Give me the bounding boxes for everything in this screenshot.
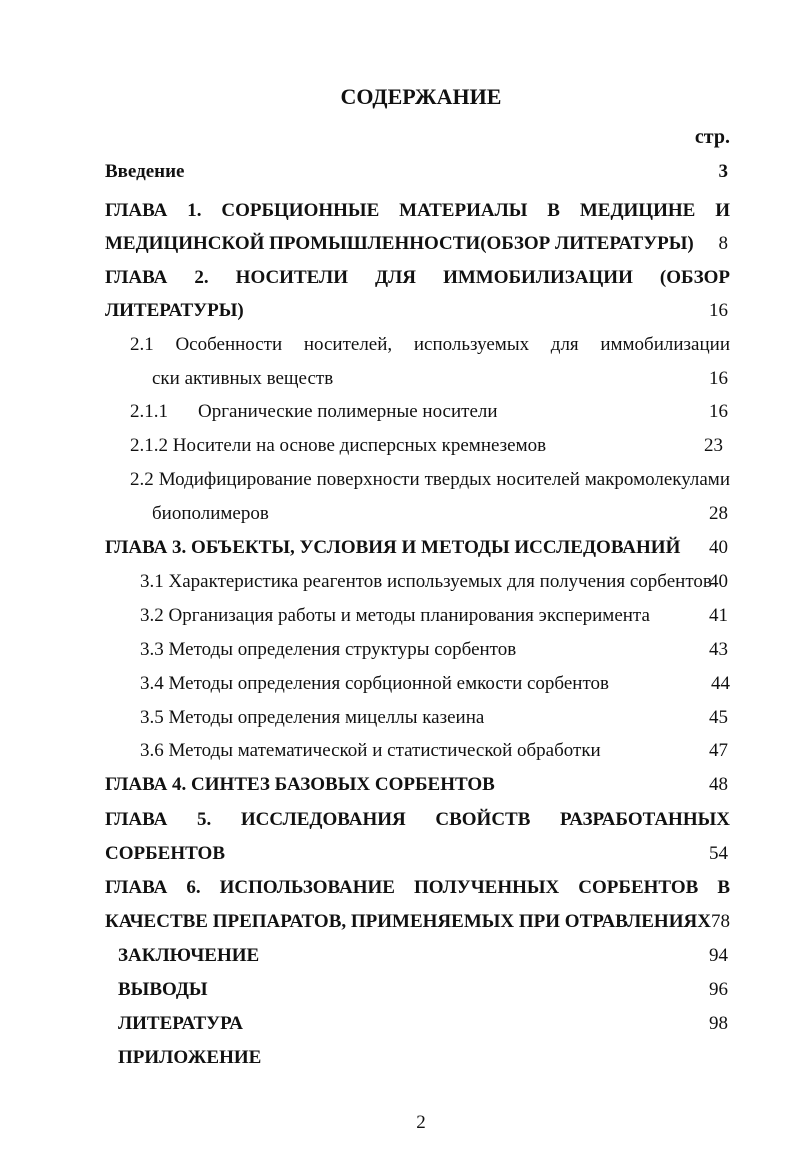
entry-page: 44 [711,673,730,694]
toc-entry-3-6[interactable] [140,738,730,764]
entry-page: 48 [709,774,728,795]
entry-page: 96 [709,979,728,1000]
entry-text: СОРБЕНТОВ [105,843,225,864]
toc-entry-2-1[interactable]: 2.1 Особенности носителей, используемых для иммобилизации [130,334,730,355]
toc-entry-2-1-2[interactable] [130,433,730,459]
toc-entry-3-2[interactable] [140,603,730,629]
entry-text: 3.2 Организация работы и методы планирования эксперимента [140,605,650,626]
toc-entry-findings[interactable] [118,977,730,1003]
toc-entry-3-3[interactable] [140,637,730,663]
entry-text: ГЛАВА 3. ОБЪЕКТЫ, УСЛОВИЯ И МЕТОДЫ ИССЛЕДОВАНИЙ [105,537,681,558]
toc-entry-chapter-4[interactable] [105,772,730,798]
entry-text: КАЧЕСТВЕ ПРЕПАРАТОВ, ПРИМЕНЯЕМЫХ ПРИ ОТРАВЛЕНИЯХ [105,911,711,932]
entry-page: 41 [709,605,728,626]
toc-entry-2-1-1[interactable] [130,399,730,425]
entry-page: 28 [709,503,728,524]
toc-entry-chapter-6[interactable]: ГЛАВА 6. ИСПОЛЬЗОВАНИЕ ПОЛУЧЕННЫХ СОРБЕНТОВ В [105,877,730,898]
toc-entry-2-1-cont[interactable] [152,366,730,392]
entry-text: ски активных веществ [152,368,334,389]
entry-text: 3.6 Методы математической и статистической обработки [140,740,601,761]
toc-entry-chapter-6-cont[interactable] [105,909,730,935]
entry-text: 3.1 Характеристика реагентов используемых для получения сорбентов [140,571,712,592]
entry-text: ЛИТЕРАТУРА [118,1013,244,1034]
toc-entry-3-5[interactable] [140,705,730,731]
entry-text: Органические полимерные носители [198,401,498,422]
page-column-label: стр. [694,126,730,148]
entry-page: 16 [709,401,728,422]
entry-page: 16 [709,300,728,321]
entry-page: 43 [709,639,728,660]
toc-entry-chapter-1-cont[interactable] [105,231,730,257]
entry-text: ПРИЛОЖЕНИЕ [118,1047,262,1068]
toc-entry-chapter-2[interactable]: ГЛАВА 2. НОСИТЕЛИ ДЛЯ ИММОБИЛИЗАЦИИ (ОБЗОР [105,267,730,288]
toc-title: СОДЕРЖАНИЕ [340,84,502,109]
entry-text: 2.1.2 Носители на основе дисперсных кремнеземов [130,435,547,456]
entry-page: 3 [718,161,728,182]
toc-entry-chapter-1[interactable]: ГЛАВА 1. СОРБЦИОННЫЕ МАТЕРИАЛЫ В МЕДИЦИНЕ И [105,200,730,221]
entry-page: 94 [709,945,728,966]
entry-page: 45 [709,707,728,728]
toc-entry-introduction[interactable] [105,159,730,185]
entry-text: 3.5 Методы определения мицеллы казеина [140,707,485,728]
entry-page: 47 [709,740,728,761]
page-number: 2 [416,1112,426,1133]
entry-page: 8 [718,233,728,254]
toc-entry-appendix[interactable] [118,1045,730,1071]
entry-text: 3.3 Методы определения структуры сорбентов [140,639,517,660]
toc-entry-2-2-cont[interactable] [152,501,730,527]
toc-entry-3-4[interactable] [140,671,730,697]
toc-entry-3-1[interactable] [140,569,730,595]
entry-page: 78 [711,911,730,932]
entry-text: Введение [105,161,185,182]
entry-text: 3.4 Методы определения сорбционной емкости сорбентов [140,673,609,694]
toc-entry-chapter-5[interactable]: ГЛАВА 5. ИССЛЕДОВАНИЯ СВОЙСТВ РАЗРАБОТАННЫХ [105,809,730,830]
toc-entry-chapter-5-cont[interactable] [105,841,730,867]
entry-page: 40 [709,571,728,592]
entry-text: биополимеров [152,503,269,524]
toc-entry-literature[interactable] [118,1011,730,1037]
entry-number: 2.1.1 [130,401,168,422]
toc-entry-chapter-2-cont[interactable] [105,298,730,324]
toc-entry-conclusion[interactable] [118,943,730,969]
entry-page: 40 [709,537,728,558]
entry-text: ЛИТЕРАТУРЫ) [105,300,244,321]
entry-page: 54 [709,843,728,864]
entry-text: ГЛАВА 4. СИНТЕЗ БАЗОВЫХ СОРБЕНТОВ [105,774,495,795]
entry-page: 23 [704,435,723,456]
entry-text: ЗАКЛЮЧЕНИЕ [118,945,260,966]
toc-entry-chapter-3[interactable] [105,535,730,561]
entry-page: 98 [709,1013,728,1034]
entry-page: 16 [709,368,728,389]
entry-text: ВЫВОДЫ [118,979,208,1000]
entry-text: МЕДИЦИНСКОЙ ПРОМЫШЛЕННОСТИ(ОБЗОР ЛИТЕРАТУРЫ) [105,233,694,254]
toc-entry-2-2[interactable]: 2.2 Модифицирование поверхности твердых носителей макромолекулами [130,469,730,490]
